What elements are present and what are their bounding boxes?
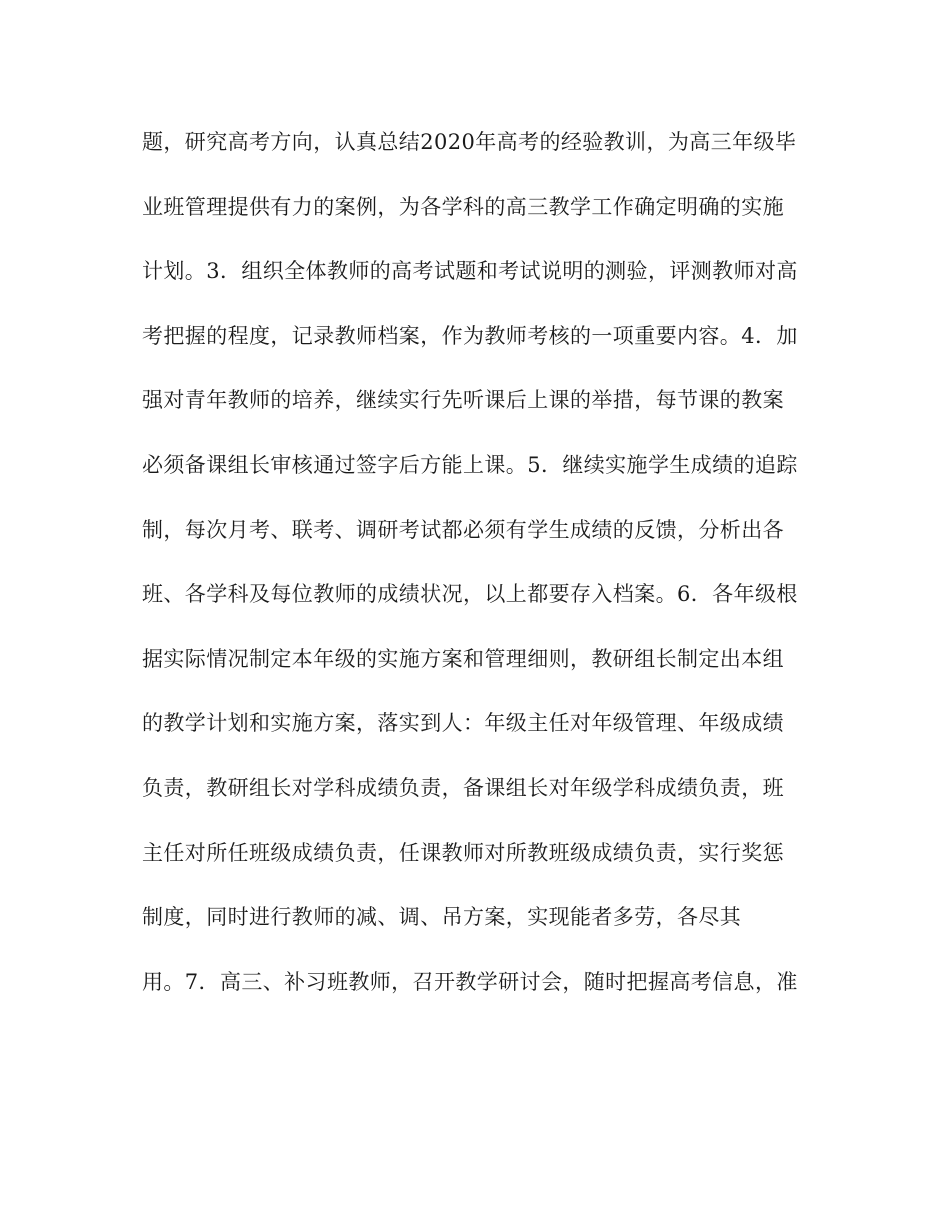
text-line: 业班管理提供有力的案例，为各学科的高三教学工作确定明确的实施 [142, 194, 784, 219]
text-line: 题，研究高考方向，认真总结2020年高考的经验教训，为高三年级毕 [142, 130, 797, 154]
text-line: 制度，同时进行教师的减、调、吊方案，实现能者多劳，各尽其 [142, 905, 742, 930]
text-line: 班、各学科及每位教师的成绩状况，以上都要存入档案。6．各年级根 [142, 582, 798, 607]
text-line: 负责，教研组长对学科成绩负责，备课组长对年级学科成绩负责，班 [142, 775, 784, 800]
text-line: 考把握的程度，记录教师档案，作为教师考核的一项重要内容。4．加 [142, 323, 798, 348]
body-text [142, 122, 812, 1026]
text-line: 制，每次月考、联考、调研考试都必须有学生成绩的反馈，分析出各 [142, 517, 784, 542]
text-line: 主任对所任班级成绩负责，任课教师对所教班级成绩负责，实行奖惩 [142, 840, 784, 865]
text-line: 据实际情况制定本年级的实施方案和管理细则，教研组长制定出本组 [142, 646, 784, 671]
text-line: 强对青年教师的培养，继续实行先听课后上课的举措，每节课的教案 [142, 388, 784, 413]
text-line: 必须备课组长审核通过签字后方能上课。5．继续实施学生成绩的追踪 [142, 452, 798, 477]
text-line: 计划。3．组织全体教师的高考试题和考试说明的测验，评测教师对高 [142, 259, 798, 284]
text-line: 用。7．高三、补习班教师，召开教学研讨会，随时把握高考信息，准 [142, 969, 798, 994]
text-line: 的教学计划和实施方案，落实到人：年级主任对年级管理、年级成绩 [142, 711, 784, 736]
